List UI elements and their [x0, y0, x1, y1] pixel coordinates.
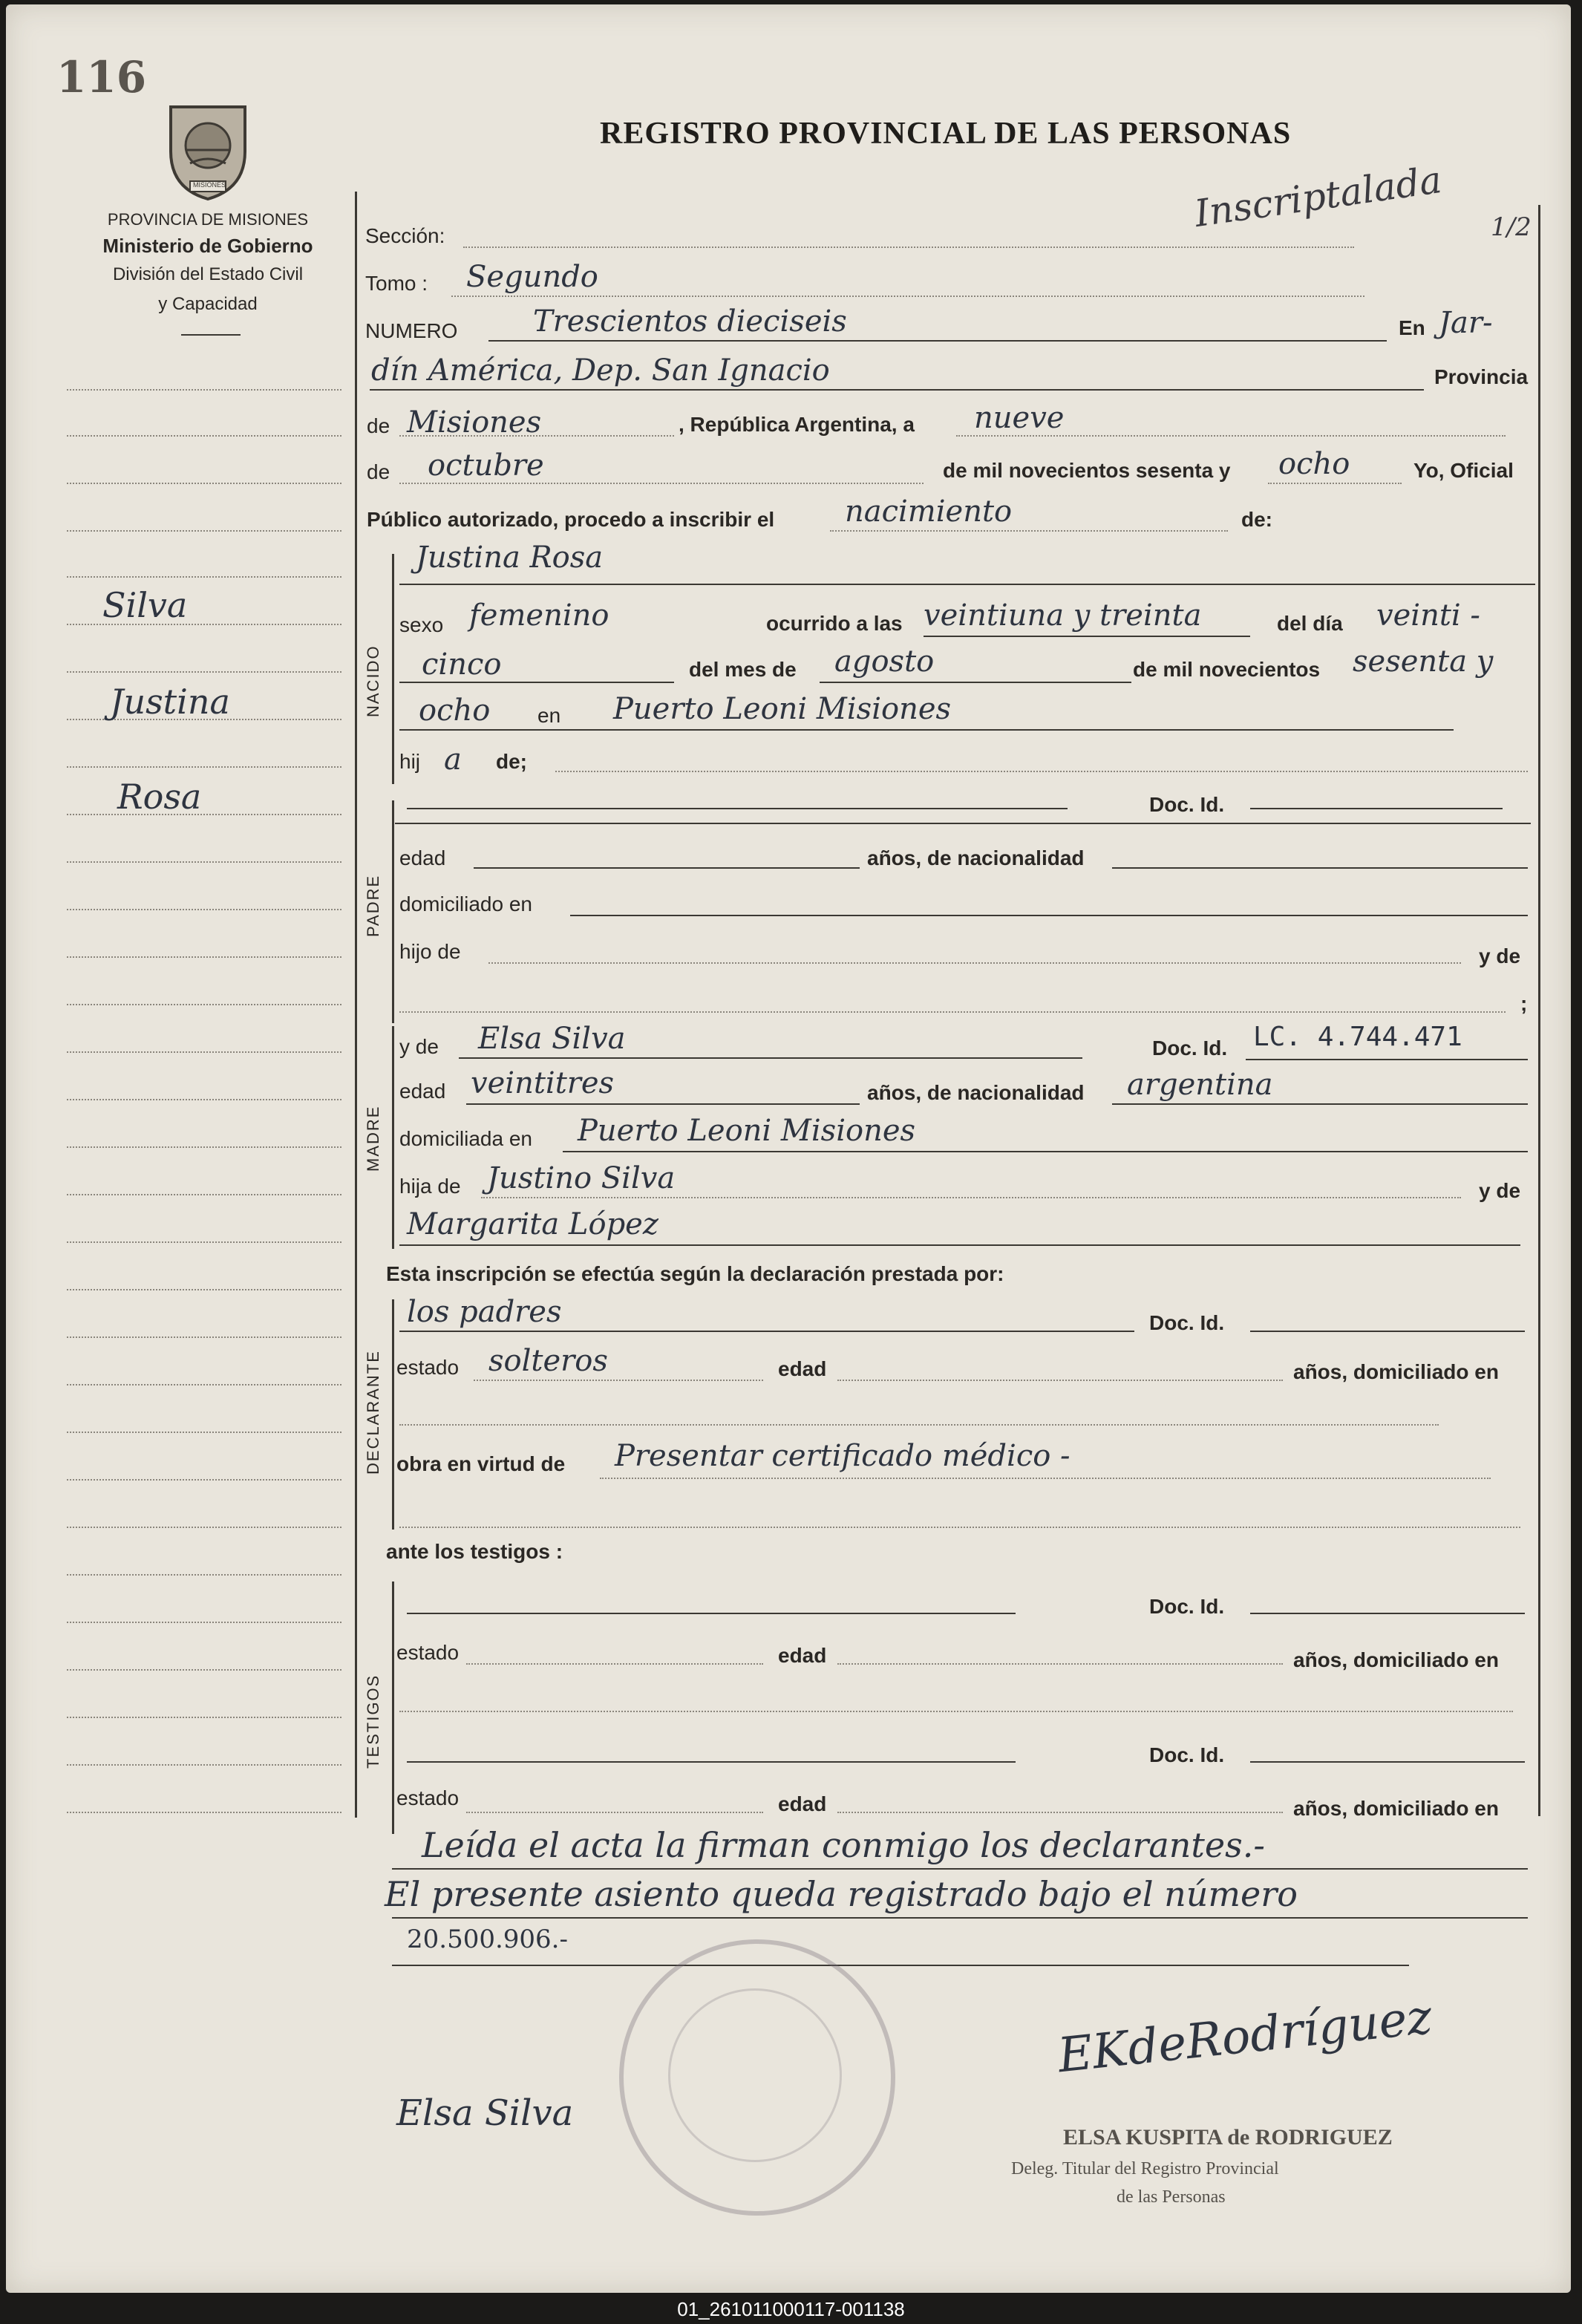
madre-madre-value: Margarita López	[407, 1207, 658, 1241]
numero-line	[488, 340, 1387, 342]
provincia-line	[399, 435, 674, 437]
padre-nac-line	[1112, 867, 1528, 869]
nacido-section-label: NACIDO	[364, 644, 382, 717]
margin-line	[67, 1289, 341, 1290]
margin-line	[67, 1717, 341, 1718]
hij-line	[555, 771, 1528, 772]
declarante-domicilio-label: años, domiciliado en	[1293, 1360, 1499, 1383]
provincia-value: Misiones	[407, 405, 542, 440]
act-value: nacimiento	[845, 494, 1013, 529]
madre-hija-line	[481, 1197, 1461, 1198]
month-value: octubre	[428, 448, 544, 483]
margin-note-middle-name: Rosa	[117, 777, 202, 817]
margin-line	[67, 576, 341, 578]
margin-line	[67, 389, 341, 391]
margin-line	[67, 1384, 341, 1385]
nacido-name: Justina Rosa	[416, 541, 604, 575]
padre-doc-label: Doc. Id.	[1149, 793, 1225, 816]
madre-y-de2-label: y de	[1479, 1179, 1521, 1202]
yo-label: Yo, Oficial	[1413, 459, 1514, 482]
tomo-label: Tomo :	[365, 272, 428, 295]
padre-semicolon: ;	[1520, 992, 1528, 1015]
declarante-estado-line	[474, 1380, 763, 1381]
padre-domicilio-line	[570, 915, 1528, 916]
lugar-en-label: en	[537, 704, 561, 727]
en-label: En	[1399, 316, 1425, 339]
year-label: de mil novecientos sesenta y	[943, 459, 1231, 482]
office-division: División del Estado Civil	[112, 264, 304, 284]
testigo1-estado-line	[466, 1663, 763, 1665]
declarante-extra-line	[399, 1424, 1439, 1426]
margin-line	[67, 1194, 341, 1195]
margin-line	[67, 1669, 341, 1671]
padre-y-de-label: y de	[1479, 944, 1521, 967]
hora-value: veintiuna y treinta	[924, 598, 1202, 633]
office-province: PROVINCIA DE MISIONES	[107, 210, 309, 229]
margin-line	[67, 814, 341, 815]
closing-line-2: El presente asiento queda registrado bajo el número	[385, 1874, 1298, 1914]
declarante-estado-label: estado	[396, 1356, 460, 1379]
padre-doc-line	[1250, 808, 1503, 809]
madre-doc-value: LC. 4.744.471	[1253, 1022, 1462, 1052]
hij-value: a	[444, 742, 462, 777]
testigo1-edad-line	[837, 1663, 1283, 1665]
tomo-value: Segundo	[466, 260, 598, 294]
madre-name: Elsa Silva	[478, 1022, 626, 1056]
testigo2-name-line	[407, 1761, 1016, 1763]
testigos-intro: ante los testigos :	[386, 1540, 563, 1563]
margin-line	[67, 1004, 341, 1005]
margin-line	[67, 1527, 341, 1528]
en-line	[370, 389, 1424, 391]
corner-annotation: Inscriptalada	[1192, 157, 1445, 236]
declarante-doc-label: Doc. Id.	[1149, 1311, 1225, 1334]
day-value: nueve	[974, 401, 1065, 435]
margin-line	[67, 766, 341, 768]
sexo-value: femenino	[469, 598, 609, 633]
form-right-border	[1538, 205, 1540, 1816]
dia-value-2: cinco	[422, 647, 502, 682]
margin-line	[67, 1574, 341, 1576]
margin-line	[67, 1812, 341, 1813]
margin-line	[67, 956, 341, 958]
declarante-edad-label: edad	[778, 1357, 827, 1380]
madre-name-line	[459, 1057, 1082, 1059]
padre-extra-line	[399, 1011, 1506, 1013]
padre-edad-label: edad	[399, 846, 446, 869]
province-seal	[160, 92, 255, 202]
margin-line	[67, 530, 341, 532]
testigo2-doc-line	[1250, 1761, 1525, 1763]
nacido-name-line	[399, 584, 1535, 585]
padre-bracket	[392, 800, 394, 1023]
closing-rule-1	[392, 1868, 1528, 1870]
seal-text: MISIONES	[193, 181, 226, 189]
testigos-bracket	[392, 1582, 394, 1834]
closing-rule-3	[392, 1965, 1409, 1966]
numero-value: Trescientos dieciseis	[533, 304, 847, 339]
testigo1-edad-label: edad	[778, 1644, 827, 1667]
closing-rule-2	[392, 1917, 1528, 1919]
declarante-bottom-line	[399, 1527, 1520, 1528]
nacido-bracket	[392, 554, 394, 784]
anio-value-2: ocho	[419, 693, 491, 728]
seccion-label: Sección:	[365, 224, 445, 247]
padre-section-label: PADRE	[364, 874, 382, 937]
testigo1-estado-label: estado	[396, 1641, 460, 1664]
year-line	[1268, 483, 1402, 484]
obra-line	[600, 1478, 1491, 1479]
corner-fraction: 1/2	[1491, 212, 1532, 242]
declarante-intro: Esta inscripción se efectúa según la declaración prestada por:	[386, 1262, 1004, 1285]
madre-section-label: MADRE	[364, 1105, 382, 1172]
margin-line	[67, 1146, 341, 1148]
margin-line	[67, 861, 341, 863]
madre-nac-label: años, de nacionalidad	[867, 1081, 1085, 1104]
sexo-label: sexo	[399, 613, 444, 636]
margin-line	[67, 435, 341, 437]
official-stamp	[619, 1939, 895, 2216]
padre-domicilio-label: domiciliado en	[399, 892, 532, 915]
republica-label: , República Argentina, a	[679, 413, 915, 436]
mes-value: agosto	[834, 644, 935, 679]
madre-bracket	[392, 1026, 394, 1249]
testigo1-domicilio-label: años, domiciliado en	[1293, 1648, 1499, 1671]
declarante-section-label: DECLARANTE	[364, 1350, 382, 1475]
margin-line	[67, 1479, 341, 1481]
testigo1-name-line	[407, 1613, 1016, 1614]
officer-title-line1: Deleg. Titular del Registro Provincial	[1011, 2159, 1279, 2178]
image-id-footer: 01_261011000117-001138	[0, 2294, 1582, 2324]
madre-domicilio-label: domiciliada en	[399, 1127, 532, 1150]
obra-value: Presentar certificado médico -	[615, 1439, 1071, 1473]
office-capacity: y Capacidad	[158, 294, 258, 314]
office-underline	[181, 334, 241, 336]
madre-edad-line	[466, 1103, 860, 1105]
madre-y-de-label: y de	[399, 1035, 439, 1058]
officer-name: ELSA KUSPITA de RODRIGUEZ	[1063, 2125, 1393, 2150]
padre-name-line	[407, 808, 1068, 809]
hij-label: hij	[399, 750, 421, 773]
testigo2-domicilio-label: años, domiciliado en	[1293, 1797, 1499, 1820]
mes-line	[820, 682, 1131, 683]
dia-line	[399, 682, 674, 683]
madre-nac-line	[1112, 1103, 1528, 1105]
day-line	[956, 435, 1506, 437]
declarante-edad-line	[837, 1380, 1283, 1381]
en-value-2: dín América, Dep. San Ignacio	[371, 353, 830, 388]
testigo2-edad-line	[837, 1812, 1283, 1813]
hora-line	[924, 636, 1250, 637]
declarante-estado-value: solteros	[488, 1344, 608, 1378]
testigo2-estado-label: estado	[396, 1786, 460, 1809]
margin-line	[67, 483, 341, 484]
padre-top-rule	[395, 823, 1531, 824]
margin-line	[67, 909, 341, 910]
tomo-line	[451, 296, 1364, 297]
testigo1-doc-label: Doc. Id.	[1149, 1595, 1225, 1618]
de-colon-label: de:	[1241, 508, 1272, 531]
hij-de-label: de;	[496, 750, 527, 773]
mes-label: del mes de	[689, 658, 797, 681]
register-page	[6, 4, 1571, 2293]
obra-label: obra en virtud de	[396, 1452, 566, 1475]
office-ministry: Ministerio de Gobierno	[102, 235, 313, 257]
closing-line-3: 20.500.906.-	[407, 1925, 568, 1954]
madre-hija-label: hija de	[399, 1175, 461, 1198]
en-value-1: Jar-	[1439, 306, 1493, 340]
margin-line	[67, 1099, 341, 1100]
declarante-bracket	[392, 1299, 394, 1530]
margin-line	[67, 1336, 341, 1338]
month-line	[399, 483, 924, 484]
de-label: de	[367, 414, 390, 437]
numero-label: NUMERO	[365, 319, 458, 342]
margin-note-surname: Silva	[102, 585, 188, 625]
provincia-label: Provincia	[1434, 365, 1529, 388]
year-value: ocho	[1278, 447, 1350, 481]
madre-madre-line	[399, 1244, 1520, 1246]
declarante-name: los padres	[407, 1295, 562, 1329]
page-number: 116	[56, 52, 147, 102]
testigo1-extra-line	[399, 1711, 1513, 1712]
lugar-value: Puerto Leoni Misiones	[613, 692, 952, 726]
testigo2-edad-label: edad	[778, 1792, 827, 1815]
publico-label: Público autorizado, procedo a inscribir el	[367, 508, 775, 531]
anio-label: de mil novecientos	[1133, 658, 1321, 681]
madre-domicilio-value: Puerto Leoni Misiones	[578, 1114, 916, 1148]
ocurrido-label: ocurrido a las	[766, 612, 903, 635]
padre-edad-line	[474, 867, 860, 869]
margin-line	[67, 1051, 341, 1053]
closing-line-1: Leída el acta la firman conmigo los declarantes.-	[422, 1825, 1265, 1865]
padre-hijo-label: hijo de	[399, 940, 461, 963]
testigos-section-label: TESTIGOS	[364, 1674, 382, 1769]
anio-value-1: sesenta y	[1353, 644, 1494, 679]
declarante-doc-line	[1250, 1331, 1525, 1332]
madre-padre-value: Justino Silva	[487, 1161, 676, 1195]
margin-line	[67, 1622, 341, 1623]
margin-line	[67, 1764, 341, 1766]
lugar-line	[399, 729, 1454, 731]
officer-title-line2: de las Personas	[1117, 2187, 1226, 2207]
margin-note-given-name: Justina	[110, 682, 230, 722]
de-label-2: de	[367, 460, 390, 483]
declarant-signature: Elsa Silva	[396, 2092, 574, 2134]
testigo2-estado-line	[466, 1812, 763, 1813]
madre-doc-line	[1246, 1059, 1528, 1060]
page-title: REGISTRO PROVINCIAL DE LAS PERSONAS	[600, 117, 1292, 151]
margin-line	[67, 1432, 341, 1433]
madre-domicilio-line	[563, 1151, 1528, 1152]
testigo1-doc-line	[1250, 1613, 1525, 1614]
madre-edad-value: veintitres	[471, 1066, 615, 1100]
madre-nac-value: argentina	[1127, 1068, 1273, 1102]
margin-line	[67, 1241, 341, 1243]
madre-doc-label: Doc. Id.	[1152, 1037, 1228, 1060]
padre-hijo-line	[488, 962, 1461, 964]
seccion-line	[463, 247, 1354, 248]
declarante-name-line	[399, 1331, 1134, 1332]
madre-edad-label: edad	[399, 1080, 446, 1103]
padre-nac-label: años, de nacionalidad	[867, 846, 1085, 869]
del-dia-label: del día	[1277, 612, 1343, 635]
act-line	[830, 530, 1228, 532]
form-left-border	[355, 192, 357, 1818]
officer-signature: EKdeRodríguez	[1055, 1989, 1435, 2084]
dia-value-1: veinti -	[1376, 598, 1480, 633]
testigo2-doc-label: Doc. Id.	[1149, 1743, 1225, 1766]
margin-line	[67, 671, 341, 673]
